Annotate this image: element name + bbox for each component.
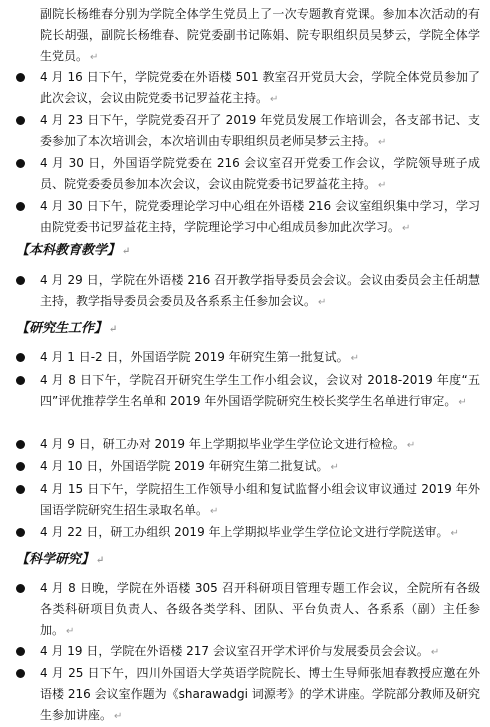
bullet-icon bbox=[16, 584, 25, 593]
paragraph-mark: ↵ bbox=[90, 52, 99, 63]
intro-paragraph bbox=[40, 4, 480, 68]
bullet-icon bbox=[16, 647, 25, 656]
section-heading-research bbox=[16, 549, 104, 571]
list-item-text: 4 月 8 日晚，学院在外语楼 305 召开科研项目管理专题工作会议，全院所有各级各类科研项目负责人、各级各类学科、团队、平台负责人、各系系（副）主任参加。 bbox=[40, 581, 480, 637]
paragraph-mark: ↵ bbox=[330, 462, 339, 473]
paragraph-mark: ↵ bbox=[430, 647, 440, 658]
list-item-text: 4 月 10 日，外国语学院 2019 年研究生第二批复试。 bbox=[40, 459, 329, 473]
list-item-text: 4 月 9 日，研工办对 2019 年上学期拟毕业学生学位论文进行检检。 bbox=[40, 437, 405, 451]
paragraph-mark: ↵ bbox=[109, 324, 118, 335]
paragraph-mark: ↵ bbox=[402, 223, 411, 234]
bullet-icon bbox=[16, 353, 25, 362]
list-item-text: 4 月 29 日，学院在外语楼 216 召开教学指导委员会会议。会议由委员会主任胡慧主持，教学指导委员会委员及各系系主任参加会议。 bbox=[40, 273, 480, 308]
paragraph-mark: ↵ bbox=[350, 353, 360, 364]
list-item-text: 4 月 16 日下午，学院党委在外语楼 501 教室召开党员大会，学院全体党员参加了此次会议，会议由院党委书记罗益花主持。 bbox=[40, 70, 480, 105]
paragraph-mark: ↵ bbox=[406, 440, 416, 451]
paragraph-mark: ↵ bbox=[458, 397, 467, 408]
list-item-text: 4 月 30 日，外国语学院党委在 216 会议室召开党委工作会议，学院领导班子成员、院党委委员参加本次会议，会议由院党委书记罗益花主持。 bbox=[40, 156, 480, 191]
paragraph-mark: ↵ bbox=[114, 711, 123, 722]
list-item-text: 4 月 30 日下午，院党委理论学习中心组在外语楼 216 会议室组织集中学习，学习由院党委书记罗益花主持，学院理论学习中心组成员参加此次学习。 bbox=[40, 199, 480, 234]
list-item-text: 4 月 8 日下午，学院召开研究生学生工作小组会议，会议对 2018-2019 年度“五四”评优推荐学生名单和 2019 年外国语学院研究生校长奖学生名单进行审定。 bbox=[40, 373, 480, 408]
section-heading-text: 【研究生工作】 bbox=[16, 321, 108, 336]
bullet-icon bbox=[16, 669, 25, 678]
bullet-icon bbox=[16, 462, 25, 471]
section-heading-graduate bbox=[16, 318, 117, 340]
list-item-text: 4 月 22 日，研工办组织 2019 年上学期拟毕业学生学位论文进行学院送审。 bbox=[40, 525, 449, 539]
bullet-icon bbox=[16, 73, 25, 82]
section-heading-undergrad bbox=[16, 240, 130, 262]
paragraph-mark: ↵ bbox=[378, 180, 387, 191]
paragraph-mark: ↵ bbox=[122, 246, 131, 257]
bullet-icon bbox=[16, 202, 25, 211]
bullet-icon bbox=[16, 159, 25, 168]
paragraph-mark: ↵ bbox=[96, 555, 105, 566]
bullet-icon bbox=[16, 485, 25, 494]
paragraph-mark: ↵ bbox=[318, 297, 327, 308]
list-item-text: 4 月 25 日下午，四川外国语大学英语学院院长、博士生导师张旭春教授应邀在外语楼 216 会议室作题为《sharawadgi 词源考》的学术讲座。学院部分教师及研究生参加讲座。 bbox=[40, 666, 480, 722]
list-item-text: 4 月 19 日，学院在外语楼 217 会议室召开学术评价与发展委员会会议。 bbox=[40, 644, 429, 658]
bullet-icon bbox=[16, 116, 25, 125]
bullet-icon bbox=[16, 376, 25, 385]
paragraph-mark: ↵ bbox=[450, 528, 459, 539]
paragraph-mark: ↵ bbox=[270, 94, 279, 105]
list-item-text: 4 月 1 日-2 日，外国语学院 2019 年研究生第一批复试。 bbox=[40, 350, 349, 364]
list-item-text: 4 月 23 日下午，学院党委召开了 2019 年党员发展工作培训会，各支部书记、支委参加了本次培训会，本次培训由专职组织员老师吴梦云主持。 bbox=[40, 113, 480, 148]
section-heading-text: 【科学研究】 bbox=[16, 552, 95, 567]
paragraph-mark: ↵ bbox=[66, 626, 75, 637]
paragraph-mark: ↵ bbox=[378, 137, 387, 148]
intro-text: 副院长杨维春分别为学院全体学生党员上了一次专题教育党课。参加本次活动的有院长胡强，副院长杨维春、院党委副书记陈娟、院专职组织员吴梦云，学院全体学生党员。 bbox=[40, 7, 480, 63]
bullet-icon bbox=[16, 440, 25, 449]
bullet-icon bbox=[16, 528, 25, 537]
list-item-text: 4 月 15 日下午，学院招生工作领导小组和复试监督小组会议审议通过 2019 年外国语学院研究生招生录取名单。 bbox=[40, 482, 480, 517]
paragraph-mark: ↵ bbox=[210, 506, 219, 517]
bullet-icon bbox=[16, 276, 25, 285]
section-heading-text: 【本科教育教学】 bbox=[16, 243, 121, 258]
